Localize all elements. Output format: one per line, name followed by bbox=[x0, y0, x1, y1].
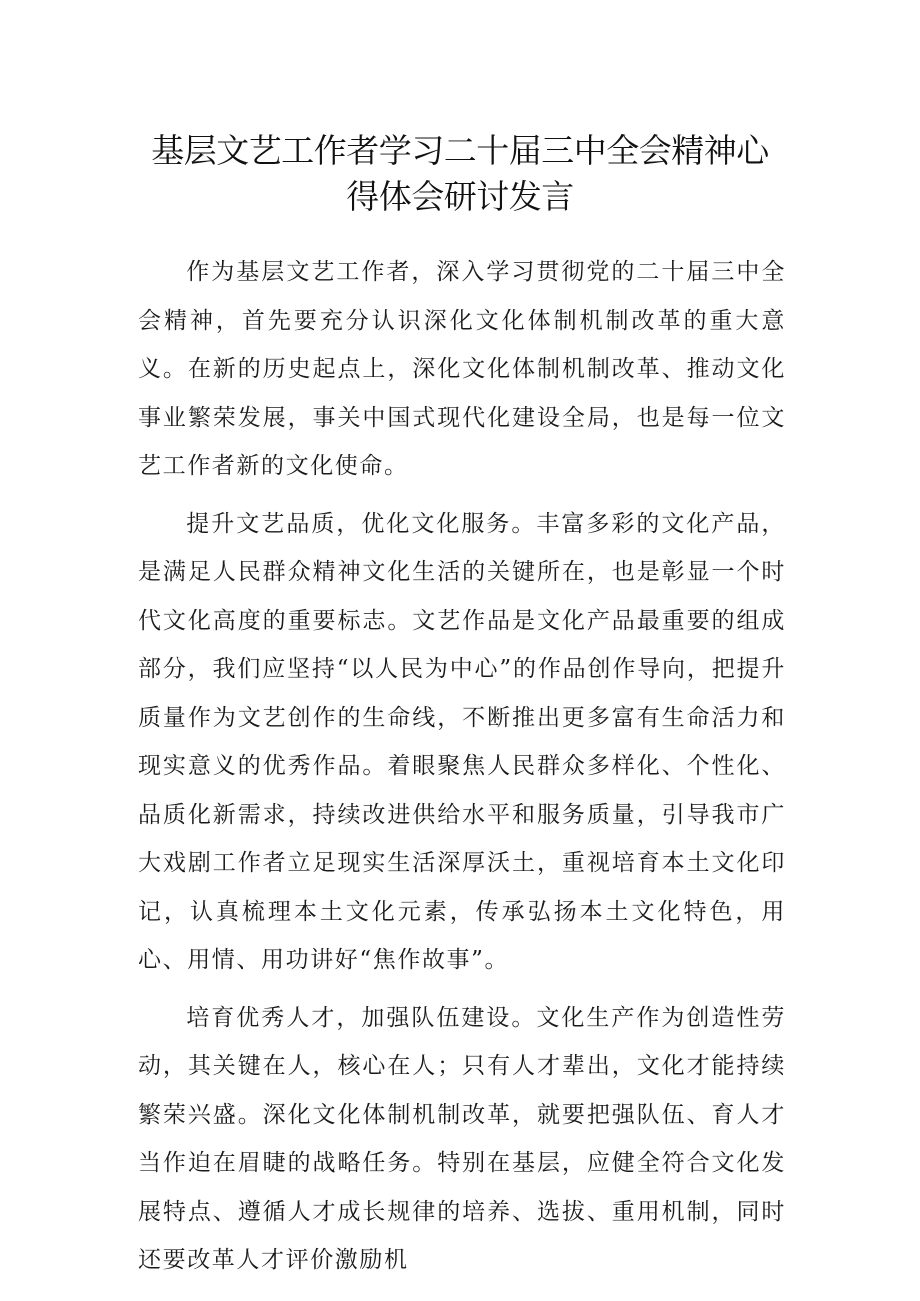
title-line-2: 得体会研讨发言 bbox=[346, 177, 574, 216]
paragraph-2: 提升文艺品质，优化文化服务。丰富多彩的文化产品，是满足人民群众精神文化生活的关键所在，也是彰显一个时代文化高度的重要标志。文艺作品是文化产品最重要的组成部分，我们应坚持“以人民为中心”的作品创作导向，把提升质量作为文艺创作的生命线，不断推出更多富有生命活力和现实意义的优秀作品。着眼聚焦人民群众多样化、个性化、品质化新需求，持续改进供给水平和服务质量，引导我市广大戏剧工作者立足现实生活深厚沃土，重视培育本土文化印记，认真梳理本土文化元素，传承弘扬本土文化特色，用心、用情、用功讲好“焦作故事”。 bbox=[138, 510, 786, 973]
document-title bbox=[100, 128, 820, 220]
paragraph-3: 培育优秀人才，加强队伍建设。文化生产作为创造性劳动，其关键在人，核心在人；只有人才辈出，文化才能持续繁荣兴盛。深化文化体制机制改革，就要把强队伍、育人才当作迫在眉睫的战略任务。特别在基层，应健全符合文化发展特点、遵循人才成长规律的培养、选拔、重用机制，同时还要改革人才评价激励机 bbox=[138, 1004, 786, 1273]
title-line-1: 基层文艺工作者学习二十届三中全会精神心 bbox=[151, 131, 769, 170]
paragraph-1: 作为基层文艺工作者，深入学习贯彻党的二十届三中全会精神，首先要充分认识深化文化体制机制改革的重大意义。在新的历史起点上，深化文化体制机制改革、推动文化事业繁荣发展，事关中国式现代化建设全局，也是每一位文艺工作者新的文化使命。 bbox=[138, 259, 786, 479]
document-body bbox=[138, 248, 786, 1294]
